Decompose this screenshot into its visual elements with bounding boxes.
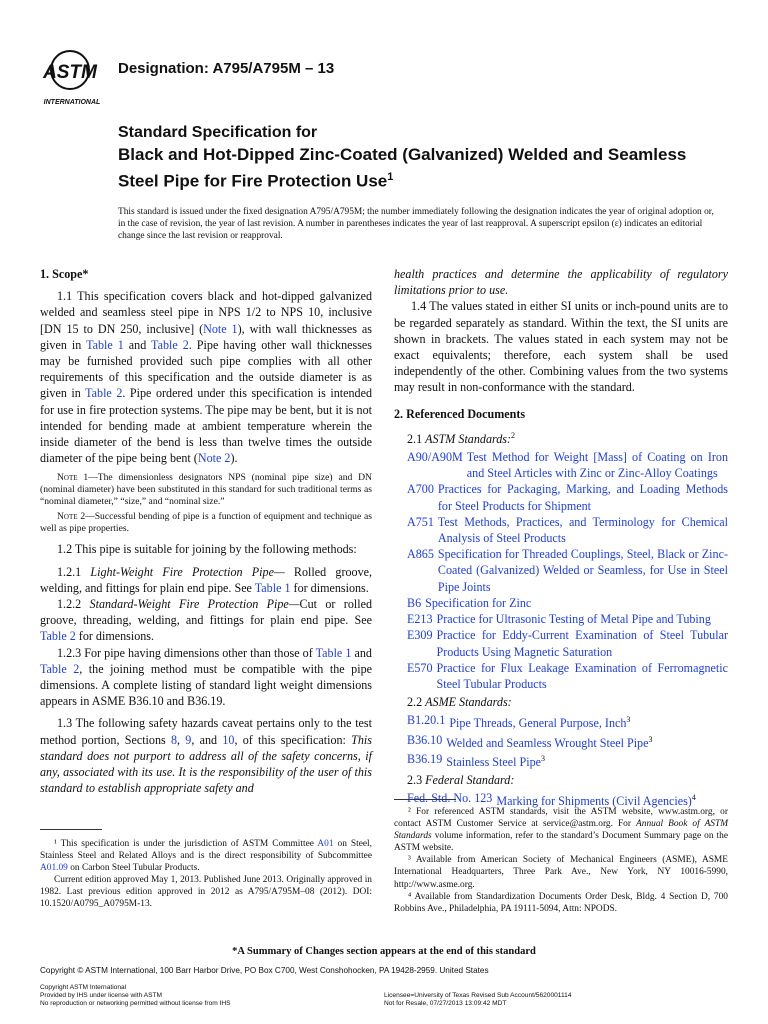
note-1-link[interactable]: Note 1 — [203, 321, 238, 336]
federal-standard-label: 2.3 Federal Standard: — [407, 773, 515, 788]
ref-title[interactable]: Test Methods, Practices, and Terminology for Chemical Analysis of Steel Products — [437, 514, 728, 546]
ref-code[interactable]: B1.20.1 — [407, 713, 446, 728]
ref-item[interactable] — [394, 751, 728, 770]
section-8-link[interactable]: 8 — [170, 732, 178, 747]
table-2-link[interactable]: Table 2 — [40, 661, 80, 676]
subcommittee-a0109-link[interactable]: A01.09 — [40, 863, 68, 874]
asme-standards-label: 2.2 ASME Standards: — [407, 695, 512, 710]
section-9-link[interactable]: 9 — [185, 732, 192, 747]
ref-item[interactable] — [394, 546, 728, 595]
ref-code[interactable]: B36.10 — [407, 732, 443, 747]
ref-code[interactable]: B36.19 — [407, 751, 443, 766]
footnote-2: ² For referenced ASTM standards, visit the ASTM website, www.astm.org, or contact ASTM Customer Service at service@astm.org. For Annual Book of ASTM Standards volume information, refer to the standard’s Document Summary page on the ASTM website. — [394, 807, 729, 854]
para-1-2-1: 1.2.1 Light-Weight Fire Protection Pipe— Rolled groove, welding, and fittings for plain end pipe. See Table 1 for dimensions. — [40, 564, 373, 595]
note-1: Note 1—The dimensionless designators NPS (nominal pipe size) and DN (nominal diameter) have been substituted in this standard for such traditional terms as “nominal diameter,” “size,” and “nominal size.” — [40, 472, 372, 508]
committee-a01-link[interactable]: A01 — [317, 839, 334, 849]
standard-title — [118, 124, 718, 193]
ref-item[interactable] — [394, 449, 728, 481]
note-2-link[interactable]: Note 2 — [197, 451, 231, 466]
ref-title[interactable]: Stainless Steel Pipe — [446, 754, 542, 769]
license-footer-left: Copyright ASTM International Provided by IHS under license with ASTM No reproduction or networking permitted without license from IHS — [40, 984, 231, 1008]
ref-code[interactable]: A751 — [407, 514, 434, 529]
ref-title[interactable]: Welded and Seamless Wrought Steel Pipe — [446, 735, 649, 750]
ref-title[interactable]: Practices for Packaging, Marking, and Loading Methods for Steel Products for Shipment — [437, 482, 728, 513]
para-1-3-cont: health practices and determine the applicability of regulatory limitations prior to use. — [394, 267, 728, 298]
right-column — [394, 266, 728, 809]
ref-title: Marking for Shipments (Civil Agencies) — [496, 794, 692, 809]
table-2-link[interactable]: Table 2 — [85, 386, 123, 401]
table-1-link[interactable]: Table 1 — [254, 580, 291, 595]
ref-footnote-mark: 3 — [648, 734, 653, 744]
logo-text: ASTM — [43, 62, 97, 83]
ref-code: Fed. Std. No. 123 — [407, 791, 493, 806]
footnote-1-edition: Current edition approved May 1, 2013. Published June 2013. Originally approved in 1982. Last previous edition approved in 2012 as A795/A795M–08 (2012). DOI: 10.1520/A0795_A0795M-13. — [40, 875, 372, 910]
para-1-2: 1.2 This pipe is suitable for joining by the following methods: — [57, 542, 357, 557]
referenced-docs-heading: 2. Referenced Documents — [394, 406, 526, 421]
asme-ref-list — [394, 712, 728, 770]
table-2-link[interactable]: Table 2 — [151, 337, 189, 352]
astm-ref-list — [394, 449, 728, 692]
ref-item[interactable] — [394, 481, 728, 513]
ref-title[interactable]: Specification for Threaded Couplings, Steel, Black or Zinc-Coated (Galvanized) Welded or Seamless, for Use in Steel Pipe Joints — [437, 547, 728, 594]
ref-code[interactable]: A700 — [407, 482, 434, 497]
ref-code[interactable]: E570 — [407, 660, 433, 675]
ref-footnote-mark: 3 — [541, 753, 546, 763]
ref-code[interactable]: E213 — [407, 612, 433, 627]
summary-notice: *A Summary of Changes section appears at the end of this standard — [232, 946, 536, 957]
ref-code[interactable]: B6 — [407, 595, 422, 610]
ref-code[interactable]: E309 — [407, 628, 433, 643]
table-1-link[interactable]: Table 1 — [315, 645, 352, 660]
scope-heading: 1. Scope* — [40, 267, 89, 281]
ref-title[interactable]: Practice for Ultrasonic Testing of Metal Pipe and Tubing — [436, 612, 711, 627]
ref-item[interactable] — [394, 627, 728, 659]
para-1-4: 1.4 The values stated in either SI units or inch-pound units are to be regarded separately as standard. Within the text, the SI units are shown in brackets. The values stated in each system may not be exact equivalents; therefore, each system shall be used independently of the other. Combining values from the two systems may result in non-conformance with the standard. — [394, 299, 728, 395]
preamble: This standard is issued under the fixed designation A795/A795M; the number immediately following the designation indicates the year of original adoption or, in the case of revision, the year of last revision. A number in parentheses indicates the year of last reapproval. A superscript epsilon (ε) indicates an editorial change since the last revision or reapproval. — [118, 207, 714, 241]
ref-item[interactable] — [394, 660, 728, 692]
ref-item[interactable] — [394, 514, 728, 546]
ref-item[interactable] — [394, 712, 728, 731]
designation: Designation: A795/A795M – 13 — [118, 60, 335, 77]
left-column — [40, 266, 372, 802]
para-1-1: 1.1 This specification covers black and hot-dipped galvanized welded and seamless steel pipe in NPS 1/2 to NPS 10, inclusive [DN 15 to DN 250, inclusive] (Note 1), with wall thicknesses as given in Table 1 and Table 2. Pipe having other wall thicknesses may be furnished provided such pipe complies with all other requirements of this specification and the outside diameter is as given in Table 2. Pipe ordered under this specification is intended for use in fire protection systems. The pipe may be bent, but it is not intended for bending made at ambient temperature wherein the inside diameter of the bend is less than twelve times the outside diameter of the pipe being bent (Note 2). — [40, 289, 372, 466]
ref-item[interactable] — [394, 732, 728, 751]
ref-code[interactable]: A90/A90M — [407, 450, 463, 465]
ref-item[interactable] — [394, 595, 728, 611]
para-1-2-3: 1.2.3 For pipe having dimensions other than those of Table 1 and Table 2, the joining method must be compatible with the pipe dimensions. A complete listing of standard light weight dimensions appears in ASME B36.10 and B36.19. — [40, 645, 372, 709]
footnote-3: ³ Available from American Society of Mechanical Engineers (ASME), ASME International Headquarters, Three Park Ave., New York, NY 10016-5990, http://www.asme.org. — [394, 855, 728, 890]
license-footer-right: Licensee=University of Texas Revised Sub Account/5620001114 Not for Resale, 07/27/2013 13:09:42 MDT — [384, 992, 572, 1008]
logo-subtext: INTERNATIONAL — [43, 99, 101, 106]
ref-title[interactable]: Specification for Zinc — [425, 595, 532, 610]
table-1-link[interactable]: Table 1 — [86, 337, 124, 352]
ref-footnote-mark: 3 — [626, 715, 631, 725]
footnote-rule-left — [40, 829, 102, 830]
ref-title[interactable]: Practice for Flux Leakage Examination of Ferromagnetic Steel Tubular Products — [436, 660, 728, 691]
para-1-2-2: 1.2.2 Standard-Weight Fire Protection Pipe—Cut or rolled groove, threading, welding, and fittings for plain end pipe. See Table 2 for dimensions. — [40, 597, 372, 644]
title-line1: Standard Specification for — [118, 124, 318, 141]
copyright-line: Copyright © ASTM International, 100 Barr Harbor Drive, PO Box C700, West Conshohocken, PA 19428-2959. United States — [40, 966, 489, 975]
ref-item[interactable] — [394, 611, 728, 627]
note-2: Note 2—Successful bending of pipe is a function of equipment and technique as well as pipe properties. — [40, 511, 372, 535]
footnote-1: ¹ This specification is under the jurisdiction of ASTM Committee A01 on Steel, Stainless Steel and Related Alloys and is the direct responsibility of Subcommittee A01.09 on Carbon Steel Tubular Products. Current edition approved May 1, 2013. Published June 2013. Originally approved in 1982. Last previous edition approved in 2012 as A795/A795M–08 (2012). DOI: 10.1520/A0795_A0795M-13. — [40, 839, 372, 910]
para-1-3: 1.3 The following safety hazards caveat pertains only to the test method portion, Sections 8, 9, and 10, of this specification: This standard does not purport to address all of the safety concerns, if any, associated with its use. It is the responsibility of the user of this standard to establish appropriate safety and — [40, 716, 372, 796]
ref-item-fed-std-123[interactable]: Fed. Std. No. 123 Marking for Shipments (Civil Agencies)$^4$ — [394, 790, 728, 809]
table-2-link[interactable]: Table 2 — [40, 629, 76, 644]
footnote-rule-right — [394, 799, 456, 800]
ref-title[interactable]: Test Method for Weight [Mass] of Coating on Iron and Steel Articles with Zinc or Zinc-Alloy Coatings — [466, 450, 728, 481]
ref-code[interactable]: A865 — [407, 547, 434, 562]
title-footnote-mark: 1 — [387, 171, 394, 183]
ref-title[interactable]: Practice for Eddy-Current Examination of Steel Tubular Products Using Magnetic Saturation — [436, 628, 728, 659]
section-10-link[interactable]: 10 — [222, 732, 235, 747]
footnote-4: ⁴ Available from Standardization Documents Order Desk, Bldg. 4 Section D, 700 Robbins Ave., Philadelphia, PA 19111-5094, Attn: NPODS. — [394, 891, 728, 914]
footnotes-right — [394, 806, 728, 915]
astm-standards-label: 2.1 ASTM Standards:$^2$ — [407, 430, 516, 446]
title-line2: Black and Hot-Dipped Zinc-Coated (Galvanized) Welded and Seamless Steel Pipe for Fire Protection Use — [118, 145, 687, 191]
astm-logo — [40, 46, 112, 108]
ref-title[interactable]: Pipe Threads, General Purpose, Inch — [449, 716, 627, 731]
